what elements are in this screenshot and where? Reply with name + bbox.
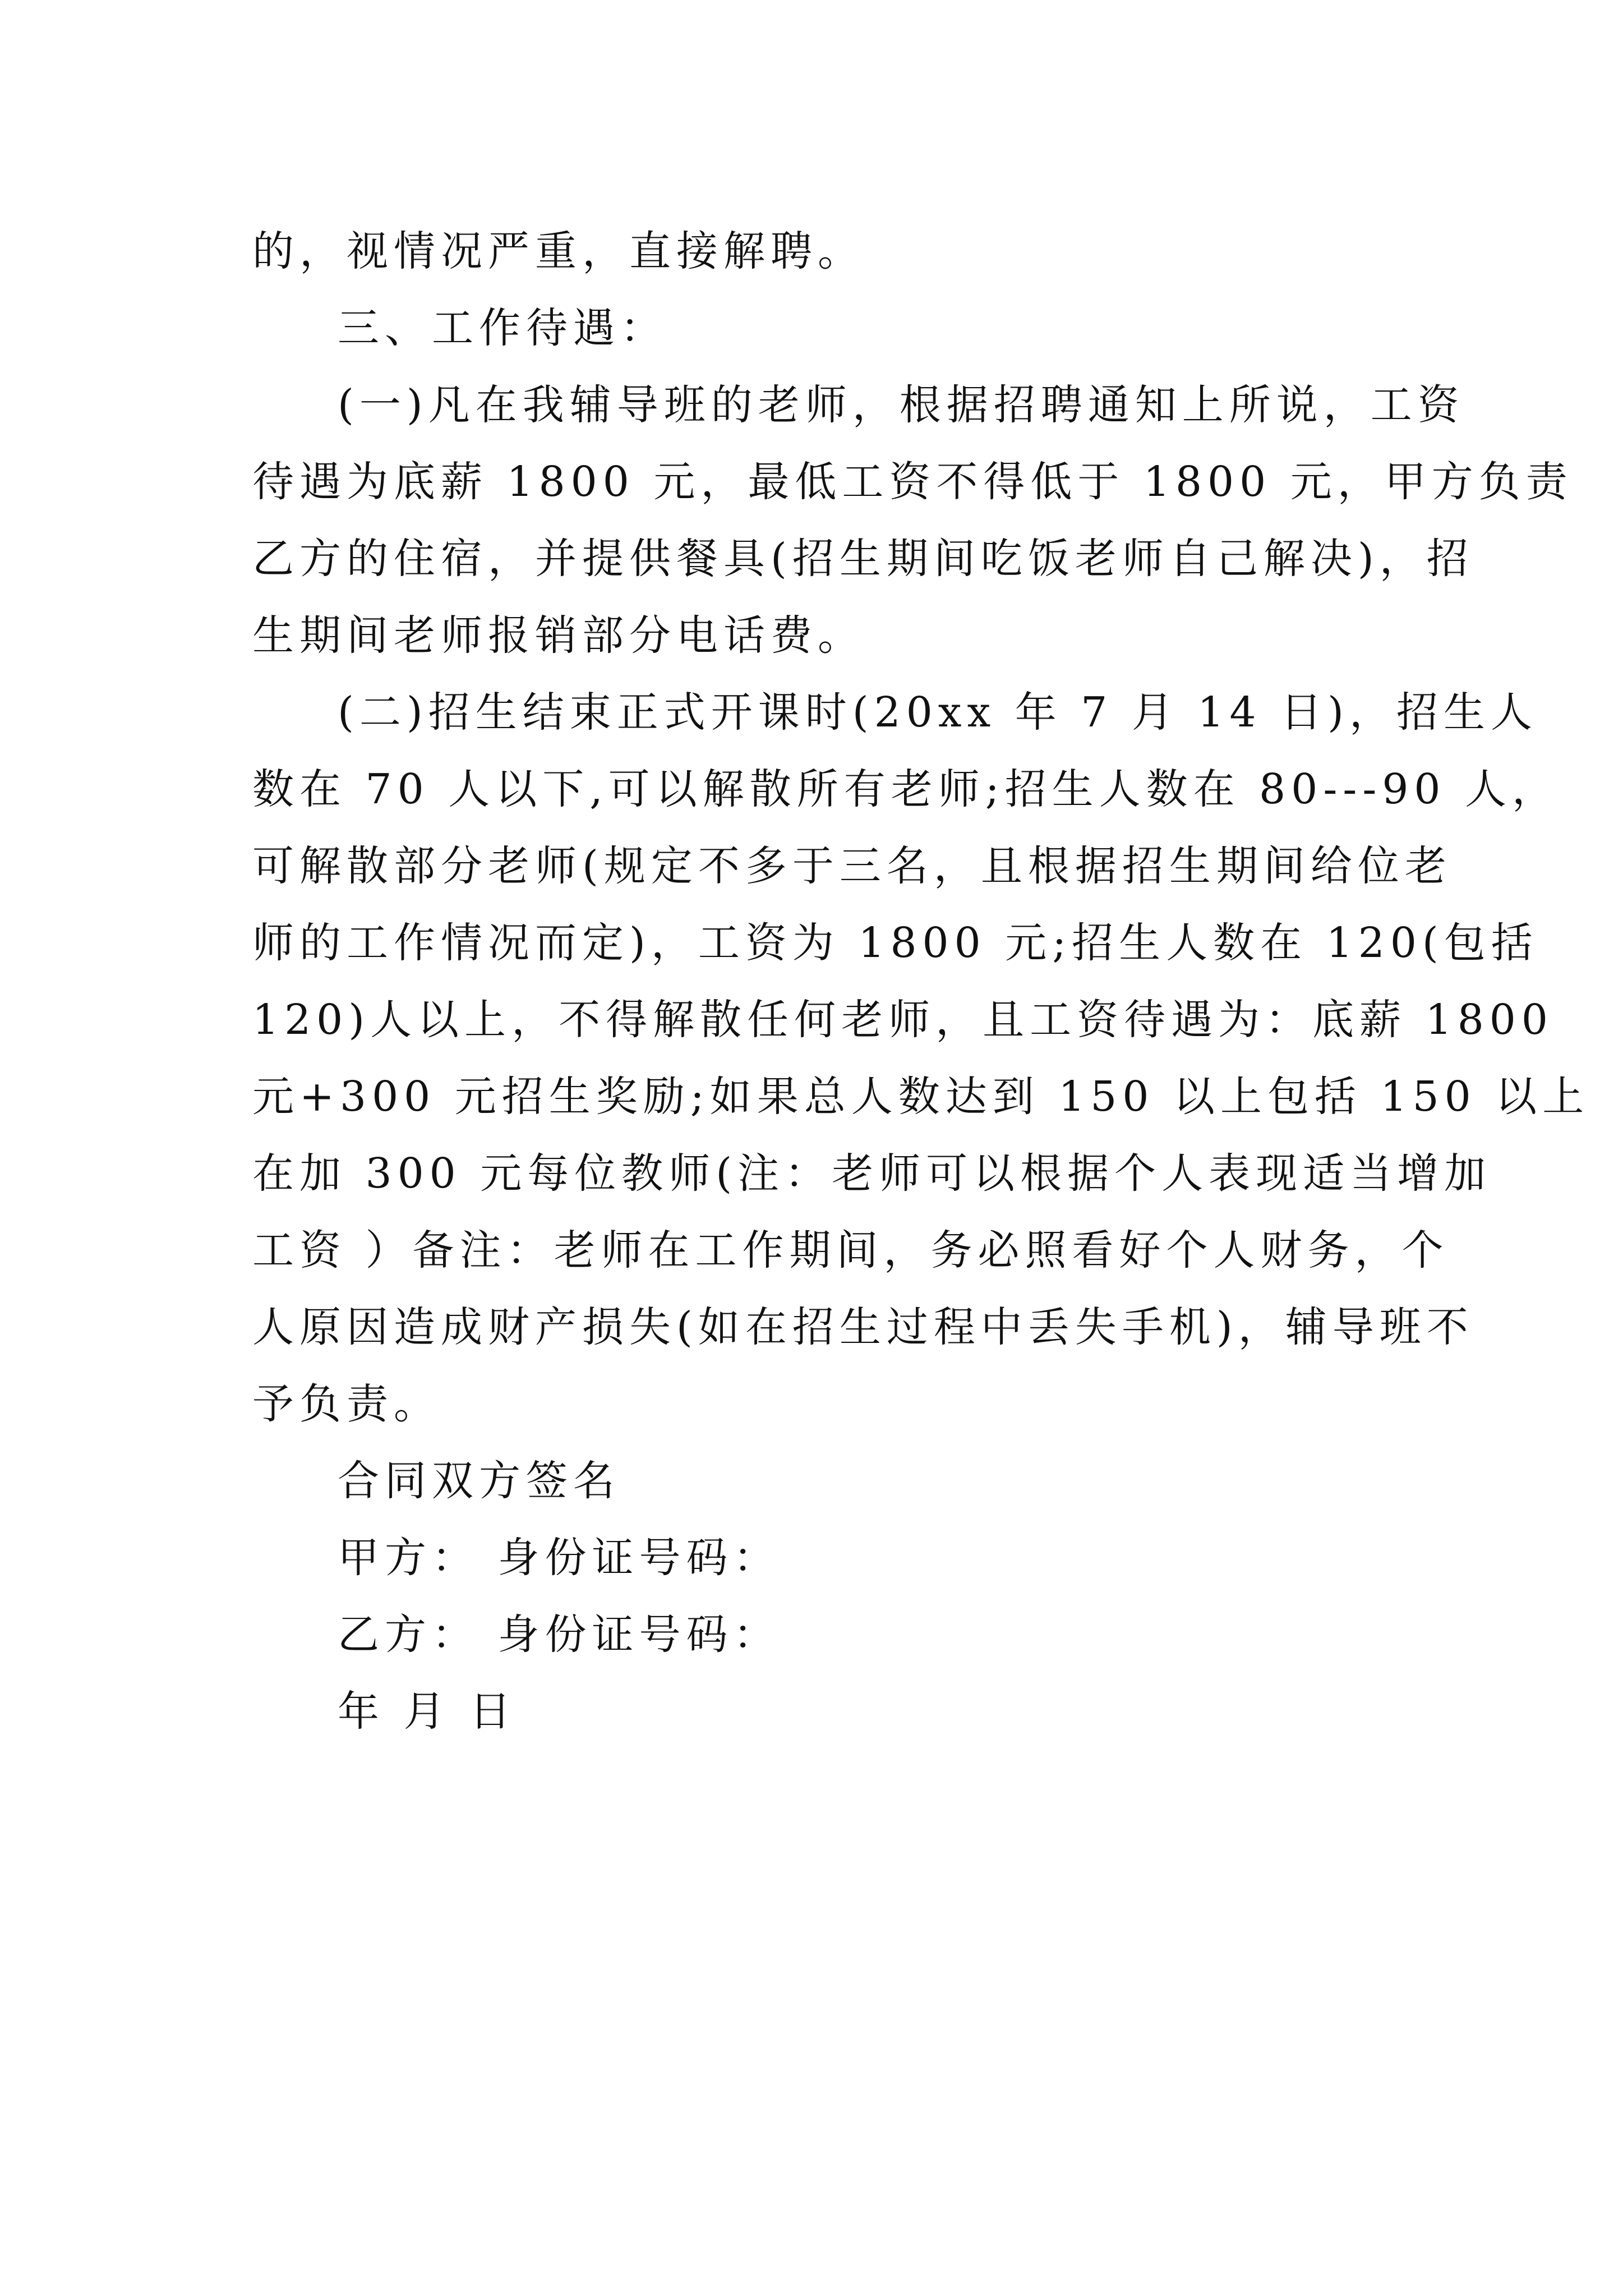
text-line-14: 工资 ）备注：老师在工作期间，务必照看好个人财务，个 xyxy=(252,1226,1449,1274)
text-line-11: 120)人以上，不得解散任何老师，且工资待遇为：底薪 1800 xyxy=(252,996,1553,1044)
signature-heading: 合同双方签名 xyxy=(338,1457,620,1505)
text-line-9: 可解散部分老师(规定不多于三名，且根据招生期间给位老 xyxy=(252,842,1452,890)
date-line: 年 月 日 xyxy=(338,1687,517,1736)
text-line-1: 的，视情况严重，直接解聘。 xyxy=(252,227,865,275)
text-line-6: 生期间老师报销部分电话费。 xyxy=(252,611,865,660)
text-line-16: 予负责。 xyxy=(252,1380,441,1428)
text-line-8: 数在 70 人以下,可以解散所有老师;招生人数在 80---90 人， xyxy=(252,765,1560,813)
text-line-15: 人原因造成财产损失(如在招生过程中丢失手机)，辅导班不 xyxy=(252,1303,1474,1351)
text-line-10: 师的工作情况而定)，工资为 1800 元;招生人数在 120(包括 xyxy=(252,919,1538,967)
text-line-3: (一)凡在我辅导班的老师，根据招聘通知上所说，工资 xyxy=(338,381,1465,429)
text-line-4: 待遇为底薪 1800 元，最低工资不得低于 1800 元，甲方负责 xyxy=(252,458,1573,506)
section-heading-work-benefits: 三、工作待遇： xyxy=(338,304,667,352)
text-line-7: (二)招生结束正式开课时(20xx 年 7 月 14 日)，招生人 xyxy=(338,688,1538,737)
party-b-signature-line: 乙方： 身份证号码： xyxy=(338,1611,781,1659)
text-line-5: 乙方的住宿，并提供餐具(招生期间吃饭老师自己解决)，招 xyxy=(252,535,1474,583)
document-body xyxy=(252,213,1590,1750)
party-a-signature-line: 甲方： 身份证号码： xyxy=(338,1534,781,1582)
text-line-13: 在加 300 元每位教师(注：老师可以根据个人表现适当增加 xyxy=(252,1149,1492,1198)
text-line-12: 元+300 元招生奖励;如果总人数达到 150 以上包括 150 以上 xyxy=(252,1073,1590,1121)
